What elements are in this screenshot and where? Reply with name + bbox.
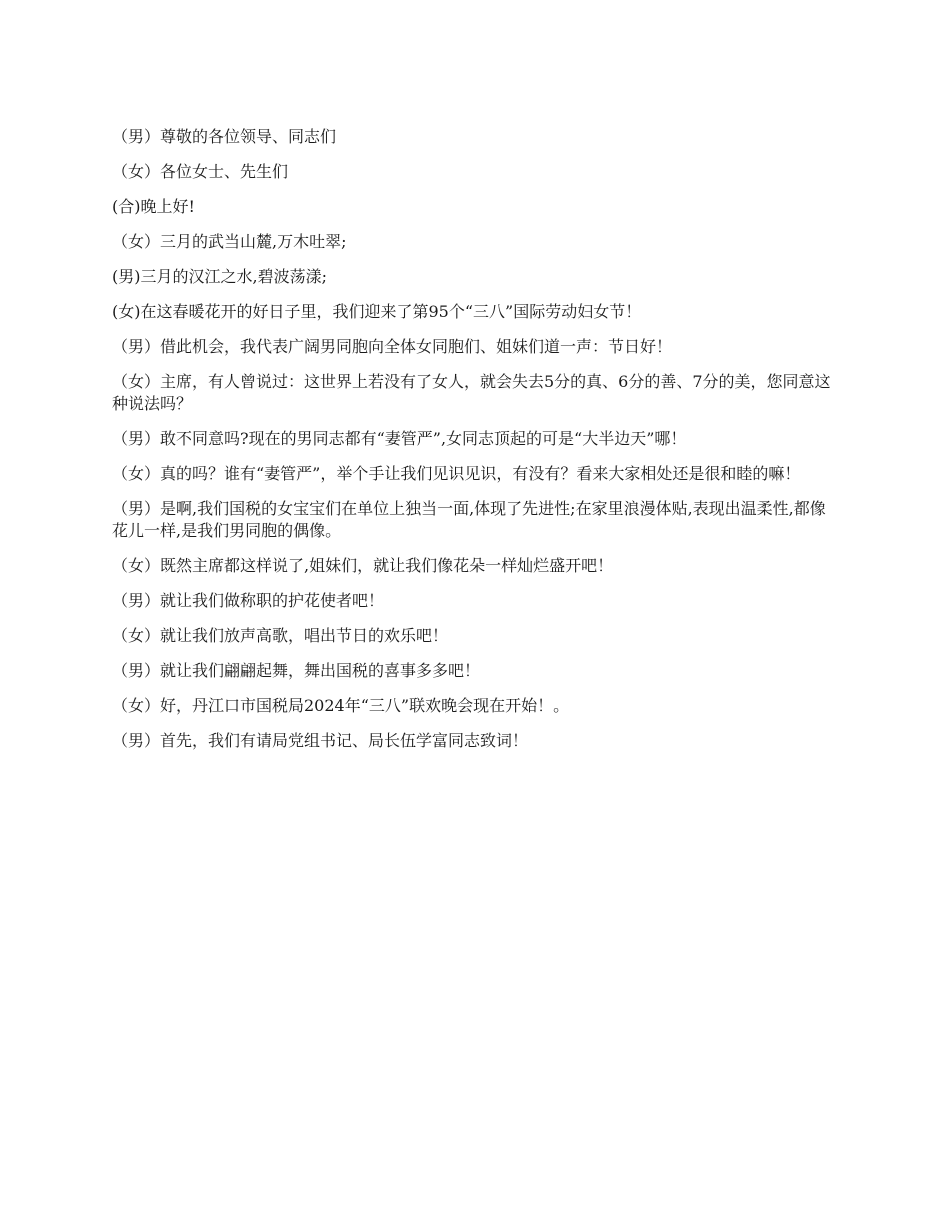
- paragraph: （男）就让我们做称职的护花使者吧！: [112, 591, 385, 610]
- paragraph: （女）就让我们放声高歌，唱出节日的欢乐吧！: [112, 626, 449, 645]
- paragraph: （女）主席，有人曾说过：这世界上若没有了女人，就会失去5分的真、6分的善、7分的美，您同意这种说法吗？: [112, 372, 831, 413]
- paragraph: （女）好，丹江口市国税局2024年“三八”联欢晚会现在开始！。: [112, 696, 570, 715]
- paragraph: （男）尊敬的各位领导、同志们: [112, 127, 337, 146]
- paragraph: (合)晚上好!: [112, 197, 195, 216]
- paragraph: (男)三月的汉江之水,碧波荡漾;: [112, 267, 327, 286]
- document-body: [112, 126, 838, 765]
- paragraph: （男）借此机会，我代表广阔男同胞向全体女同胞们、姐妹们道一声：节日好！: [112, 337, 673, 356]
- paragraph: （女）真的吗？谁有“妻管严”，举个手让我们见识见识，有没有？看来大家相处还是很和睦的嘛！: [112, 464, 801, 483]
- paragraph: （女）各位女士、先生们: [112, 162, 289, 181]
- paragraph: （男）敢不同意吗?现在的男同志都有“妻管严”,女同志顶起的可是“大半边天”哪！: [112, 429, 687, 448]
- paragraph: (女)在这春暖花开的好日子里，我们迎来了第95个“三八”国际劳动妇女节！: [112, 302, 642, 321]
- paragraph: （男）首先，我们有请局党组书记、局长伍学富同志致词！: [112, 731, 529, 750]
- paragraph: （男）是啊,我们国税的女宝宝们在单位上独当一面,体现了先进性;在家里浪漫体贴,表现出温柔性,都像花儿一样,是我们男同胞的偶像。: [112, 499, 826, 540]
- paragraph: （男）就让我们翩翩起舞，舞出国税的喜事多多吧！: [112, 661, 481, 680]
- paragraph: （女）三月的武当山麓,万木吐翠;: [112, 232, 347, 251]
- paragraph: （女）既然主席都这样说了,姐妹们，就让我们像花朵一样灿烂盛开吧！: [112, 556, 614, 575]
